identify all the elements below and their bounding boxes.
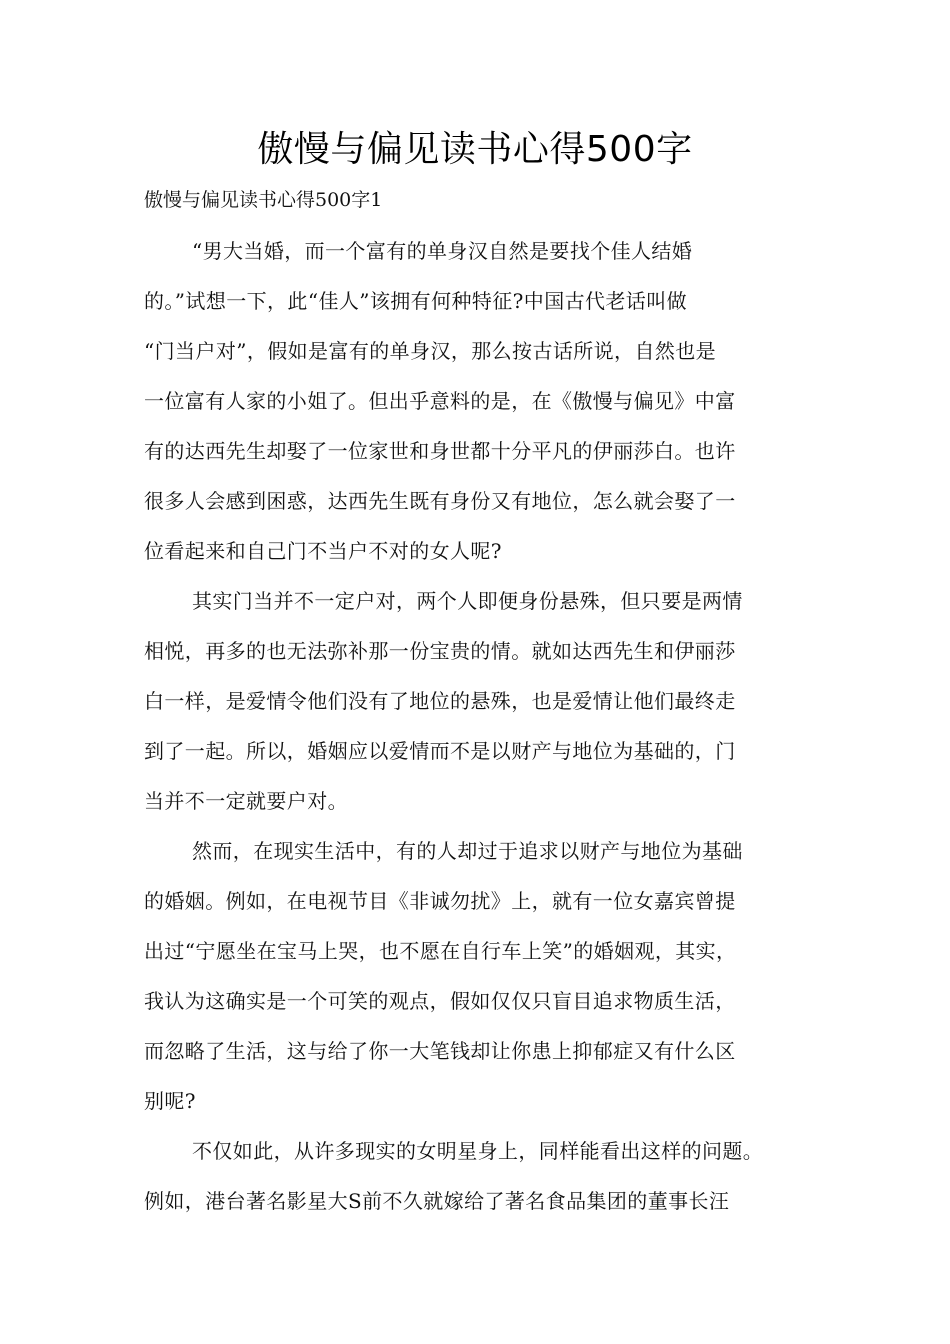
- text-line: 我认为这确实是一个可笑的观点，假如仅仅只盲目追求物质生活，: [144, 989, 736, 1013]
- section-heading: 傲慢与偏见读书心得500字1: [144, 189, 383, 211]
- text-line: 然而，在现实生活中，有的人却过于追求以财产与地位为基础: [192, 839, 743, 863]
- text-line: 位看起来和自己门不当户不对的女人呢?: [144, 539, 502, 563]
- text-line: 到了一起。所以，婚姻应以爱情而不是以财产与地位为基础的，门: [144, 739, 736, 763]
- text-line: 其实门当并不一定户对，两个人即便身份悬殊，但只要是两情: [192, 589, 743, 613]
- text-line: 很多人会感到困惑，达西先生既有身份又有地位，怎么就会娶了一: [144, 489, 736, 513]
- text-line: “男大当婚，而一个富有的单身汉自然是要找个佳人结婚: [192, 239, 693, 263]
- text-line: 当并不一定就要户对。: [144, 789, 348, 813]
- text-line: 有的达西先生却娶了一位家世和身世都十分平凡的伊丽莎白。也许: [144, 439, 736, 463]
- text-line: 例如，港台著名影星大S前不久就嫁给了著名食品集团的董事长汪: [144, 1189, 730, 1213]
- document-title: 傲慢与偏见读书心得500字: [257, 129, 693, 170]
- text-line: 的。”试想一下，此“佳人”该拥有何种特征?中国古代老话叫做: [144, 289, 687, 313]
- text-line: 而忽略了生活，这与给了你一大笔钱却让你患上抑郁症又有什么区: [144, 1039, 736, 1063]
- text-line: 不仅如此，从许多现实的女明星身上，同样能看出这样的问题。: [192, 1139, 764, 1163]
- text-line: 一位富有人家的小姐了。但出乎意料的是，在《傲慢与偏见》中富: [144, 389, 736, 413]
- text-line: “门当户对”，假如是富有的单身汉，那么按古话所说，自然也是: [144, 339, 717, 363]
- text-line: 别呢?: [144, 1089, 196, 1113]
- text-line: 的婚姻。例如，在电视节目《非诚勿扰》上，就有一位女嘉宾曾提: [144, 889, 736, 913]
- text-line: 相悦，再多的也无法弥补那一份宝贵的情。就如达西先生和伊丽莎: [144, 639, 736, 663]
- text-line: 出过“宁愿坐在宝马上哭，也不愿在自行车上笑”的婚姻观，其实，: [144, 939, 737, 963]
- text-line: 白一样，是爱情令他们没有了地位的悬殊，也是爱情让他们最终走: [144, 689, 736, 713]
